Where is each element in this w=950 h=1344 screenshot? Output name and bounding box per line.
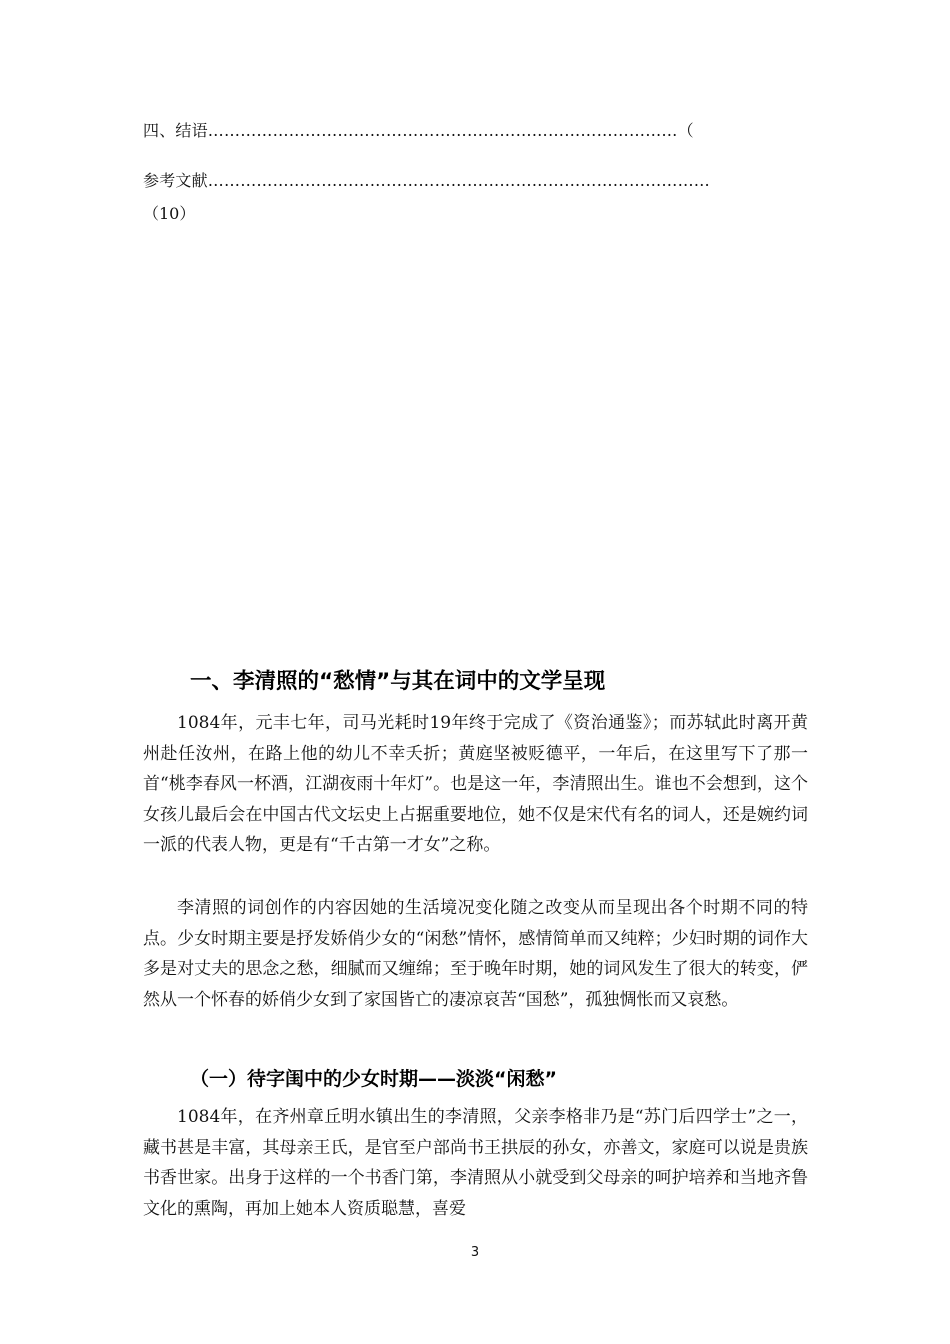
section-heading: 一、李清照的“愁情”与其在词中的文学呈现 [190,669,606,694]
body-paragraph: 李清照的词创作的内容因她的生活境况变化随之改变从而呈现出各个时期不同的特点。少女时期主要是抒发娇俏少女的“闲愁”情怀，感情简单而又纯粹；少妇时期的词作大多是对丈夫的思念之愁，细腻而又缠绵；至于晚年时期，她的词风发生了很大的转变，俨然从一个怀春的娇俏少女到了家国皆亡的凄凉哀苦“国愁”，孤独惆怅而又哀愁。 [143,898,808,1010]
toc-entry-conclusion: 四、结语……………………………………………………………………………（ [143,121,694,140]
body-paragraph: 1084年，元丰七年，司马光耗时19年终于完成了《资治通鉴》；而苏轼此时离开黄州赴任汝州，在路上他的幼儿不幸夭折；黄庭坚被贬德平，一年后，在这里写下了那一首“桃李春风一杯酒，江湖夜雨十年灯”。也是这一年，李清照出生。谁也不会想到，这个女孩儿最后会在中国古代文坛史上占据重要地位，她不仅是宋代有名的词人，还是婉约词一派的代表人物，更是有“千古第一才女”之称。 [143,713,808,856]
subsection-heading: （一）待字闺中的少女时期——淡淡“闲愁” [190,1068,557,1090]
toc-references-page: （10） [143,204,196,223]
page-number: 3 [470,1245,480,1260]
body-paragraph: 1084年，在齐州章丘明水镇出生的李清照，父亲李格非乃是“苏门后四学士”之一，藏书甚是丰富，其母亲王氏，是官至户部尚书王拱辰的孙女，亦善文，家庭可以说是贵族书香世家。出身于这样的一个书香门第，李清照从小就受到父母亲的呵护培养和当地齐鲁文化的熏陶，再加上她本人资质聪慧，喜爱 [143,1107,808,1219]
toc-entry-references: 参考文献………………………………………………………………………………… [143,171,710,190]
